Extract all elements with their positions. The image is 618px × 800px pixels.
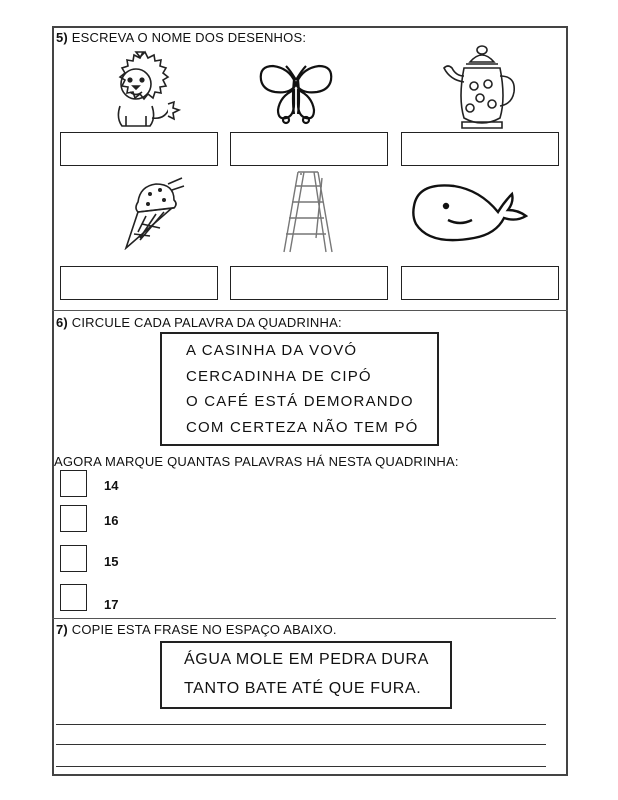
phrase-box xyxy=(160,641,452,709)
writing-line[interactable] xyxy=(56,724,546,725)
section-6-number: 6) xyxy=(56,315,68,330)
section-5-heading xyxy=(56,30,306,45)
poem-box xyxy=(160,332,439,446)
option-checkbox-15[interactable] xyxy=(60,545,87,572)
answer-box-butterfly[interactable] xyxy=(230,132,388,166)
poem-line[interactable]: CERCADINHA DE CIPÓ xyxy=(186,368,372,385)
writing-line[interactable] xyxy=(56,744,546,745)
option-label: 14 xyxy=(104,478,119,493)
option-label: 17 xyxy=(104,597,119,612)
lion-drawing xyxy=(90,46,186,132)
option-checkbox-17[interactable] xyxy=(60,584,87,611)
section-divider xyxy=(52,310,568,311)
section-7-instruction: COPIE ESTA FRASE NO ESPAÇO ABAIXO. xyxy=(71,622,337,637)
phrase-line: ÁGUA MOLE EM PEDRA DURA xyxy=(184,651,429,668)
answer-box-ice-cream[interactable] xyxy=(60,266,218,300)
teapot-drawing xyxy=(440,42,524,134)
writing-line[interactable] xyxy=(56,766,546,767)
option-checkbox-16[interactable] xyxy=(60,505,87,532)
answer-box-lion[interactable] xyxy=(60,132,218,166)
section-6-heading xyxy=(56,315,342,330)
option-label: 15 xyxy=(104,554,119,569)
option-checkbox-14[interactable] xyxy=(60,470,87,497)
phrase-line: TANTO BATE ATÉ QUE FURA. xyxy=(184,680,422,697)
section-divider xyxy=(52,618,556,619)
option-label: 16 xyxy=(104,513,119,528)
answer-box-whale[interactable] xyxy=(401,266,559,300)
section-6-instruction: CIRCULE CADA PALAVRA DA QUADRINHA: xyxy=(71,315,342,330)
section-7-number: 7) xyxy=(56,622,68,637)
whale-drawing xyxy=(408,180,528,244)
section-7-heading xyxy=(56,622,337,637)
poem-line[interactable]: O CAFÉ ESTÁ DEMORANDO xyxy=(186,393,414,410)
poem-line[interactable]: A CASINHA DA VOVÓ xyxy=(186,342,358,359)
ice-cream-drawing xyxy=(118,176,188,250)
answer-box-ladder[interactable] xyxy=(230,266,388,300)
section-5-instruction: ESCREVA O NOME DOS DESENHOS: xyxy=(71,30,307,45)
answer-box-teapot[interactable] xyxy=(401,132,559,166)
poem-line[interactable]: COM CERTEZA NÃO TEM PÓ xyxy=(186,419,419,436)
word-count-question: AGORA MARQUE QUANTAS PALAVRAS HÁ NESTA QUADRINHA: xyxy=(54,454,459,469)
butterfly-drawing xyxy=(258,62,334,130)
section-5-number: 5) xyxy=(56,30,68,45)
ladder-drawing xyxy=(278,170,340,254)
